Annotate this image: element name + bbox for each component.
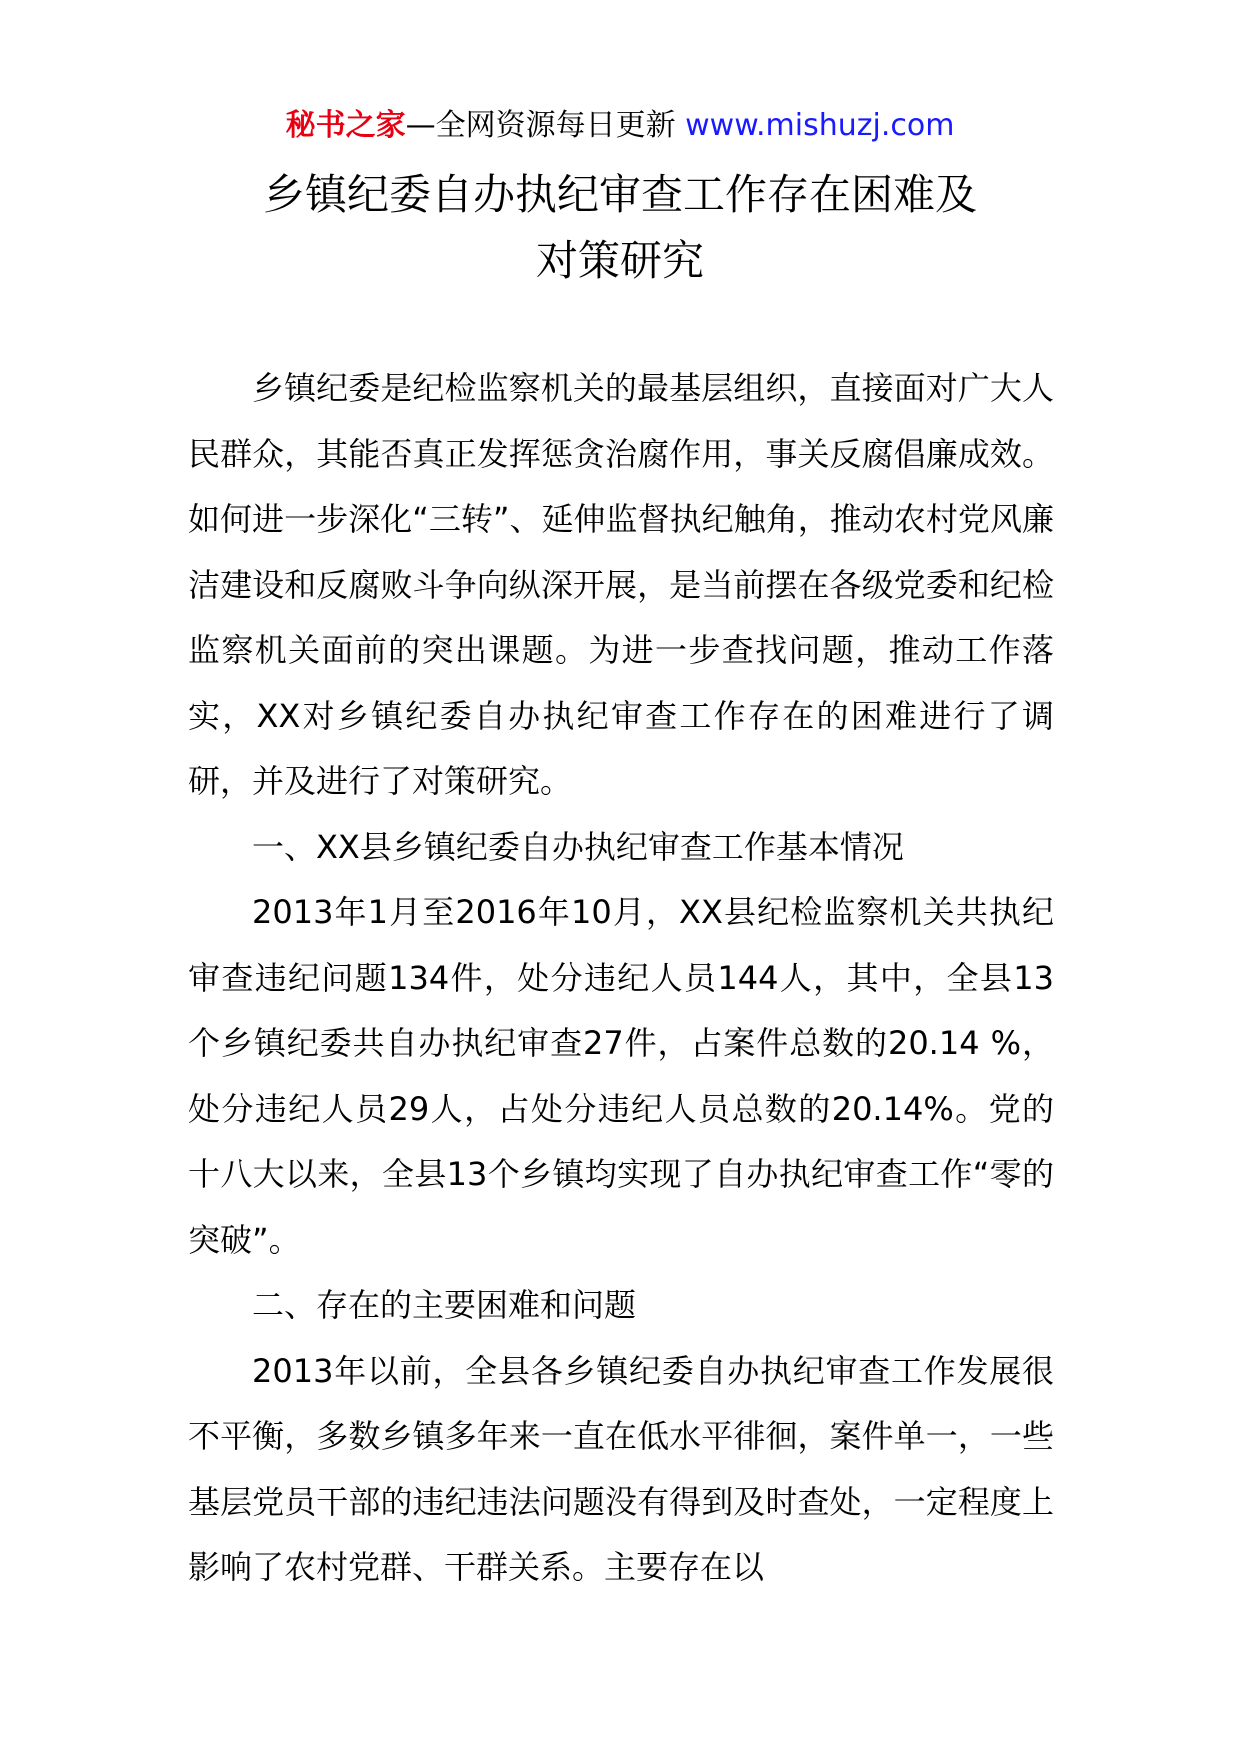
title-line-2: 对策研究 bbox=[535, 236, 704, 285]
paragraph-problems: 2013年以前，全县各乡镇纪委自办执纪审查工作发展很不平衡，多数乡镇多年来一直在低水平徘徊，案件单一，一些基层党员干部的违纪违法问题没有得到及时查处，一定程度上影响了农村党群、干群关系。主要存在以 bbox=[188, 1351, 1054, 1586]
section-heading-1: 一、XX县乡镇纪委自办执纪审查工作基本情况 bbox=[252, 827, 904, 866]
paragraph-intro: 乡镇纪委是纪检监察机关的最基层组织，直接面对广大人民群众，其能否真正发挥惩贪治腐作用，事关反腐倡廉成效。如何进一步深化“三转”、延伸监督执纪触角，推动农村党风廉洁建设和反腐败斗争向纵深开展，是当前摆在各级党委和纪检监察机关面前的突出课题。为进一步查找问题，推动工作落实，XX对乡镇纪委自办执纪审查工作存在的困难进行了调研，并及进行了对策研究。 bbox=[188, 369, 1054, 800]
document-title bbox=[0, 162, 1240, 294]
brand-name: 秘书之家 bbox=[285, 108, 406, 143]
document-body bbox=[188, 356, 1054, 1601]
paragraph-statistics: 2013年1月至2016年10月，XX县纪检监察机关共执纪审查违纪问题134件，处分违纪人员144人，其中，全县13个乡镇纪委共自办执纪审查27件，占案件总数的20.14 %，处分违纪人员29人，占处分违纪人员总数的20.14%。党的十八大以来，全县13个乡镇均实现了自办执纪审查工作“零的突破”。 bbox=[188, 893, 1054, 1259]
section-heading-2: 二、存在的主要困难和问题 bbox=[252, 1286, 637, 1324]
site-banner bbox=[0, 104, 1240, 148]
site-url-link[interactable]: www.mishuzj.com bbox=[685, 108, 955, 143]
banner-slogan: —全网资源每日更新 bbox=[405, 108, 686, 143]
title-line-1: 乡镇纪委自办执纪审查工作存在困难及 bbox=[262, 170, 977, 219]
